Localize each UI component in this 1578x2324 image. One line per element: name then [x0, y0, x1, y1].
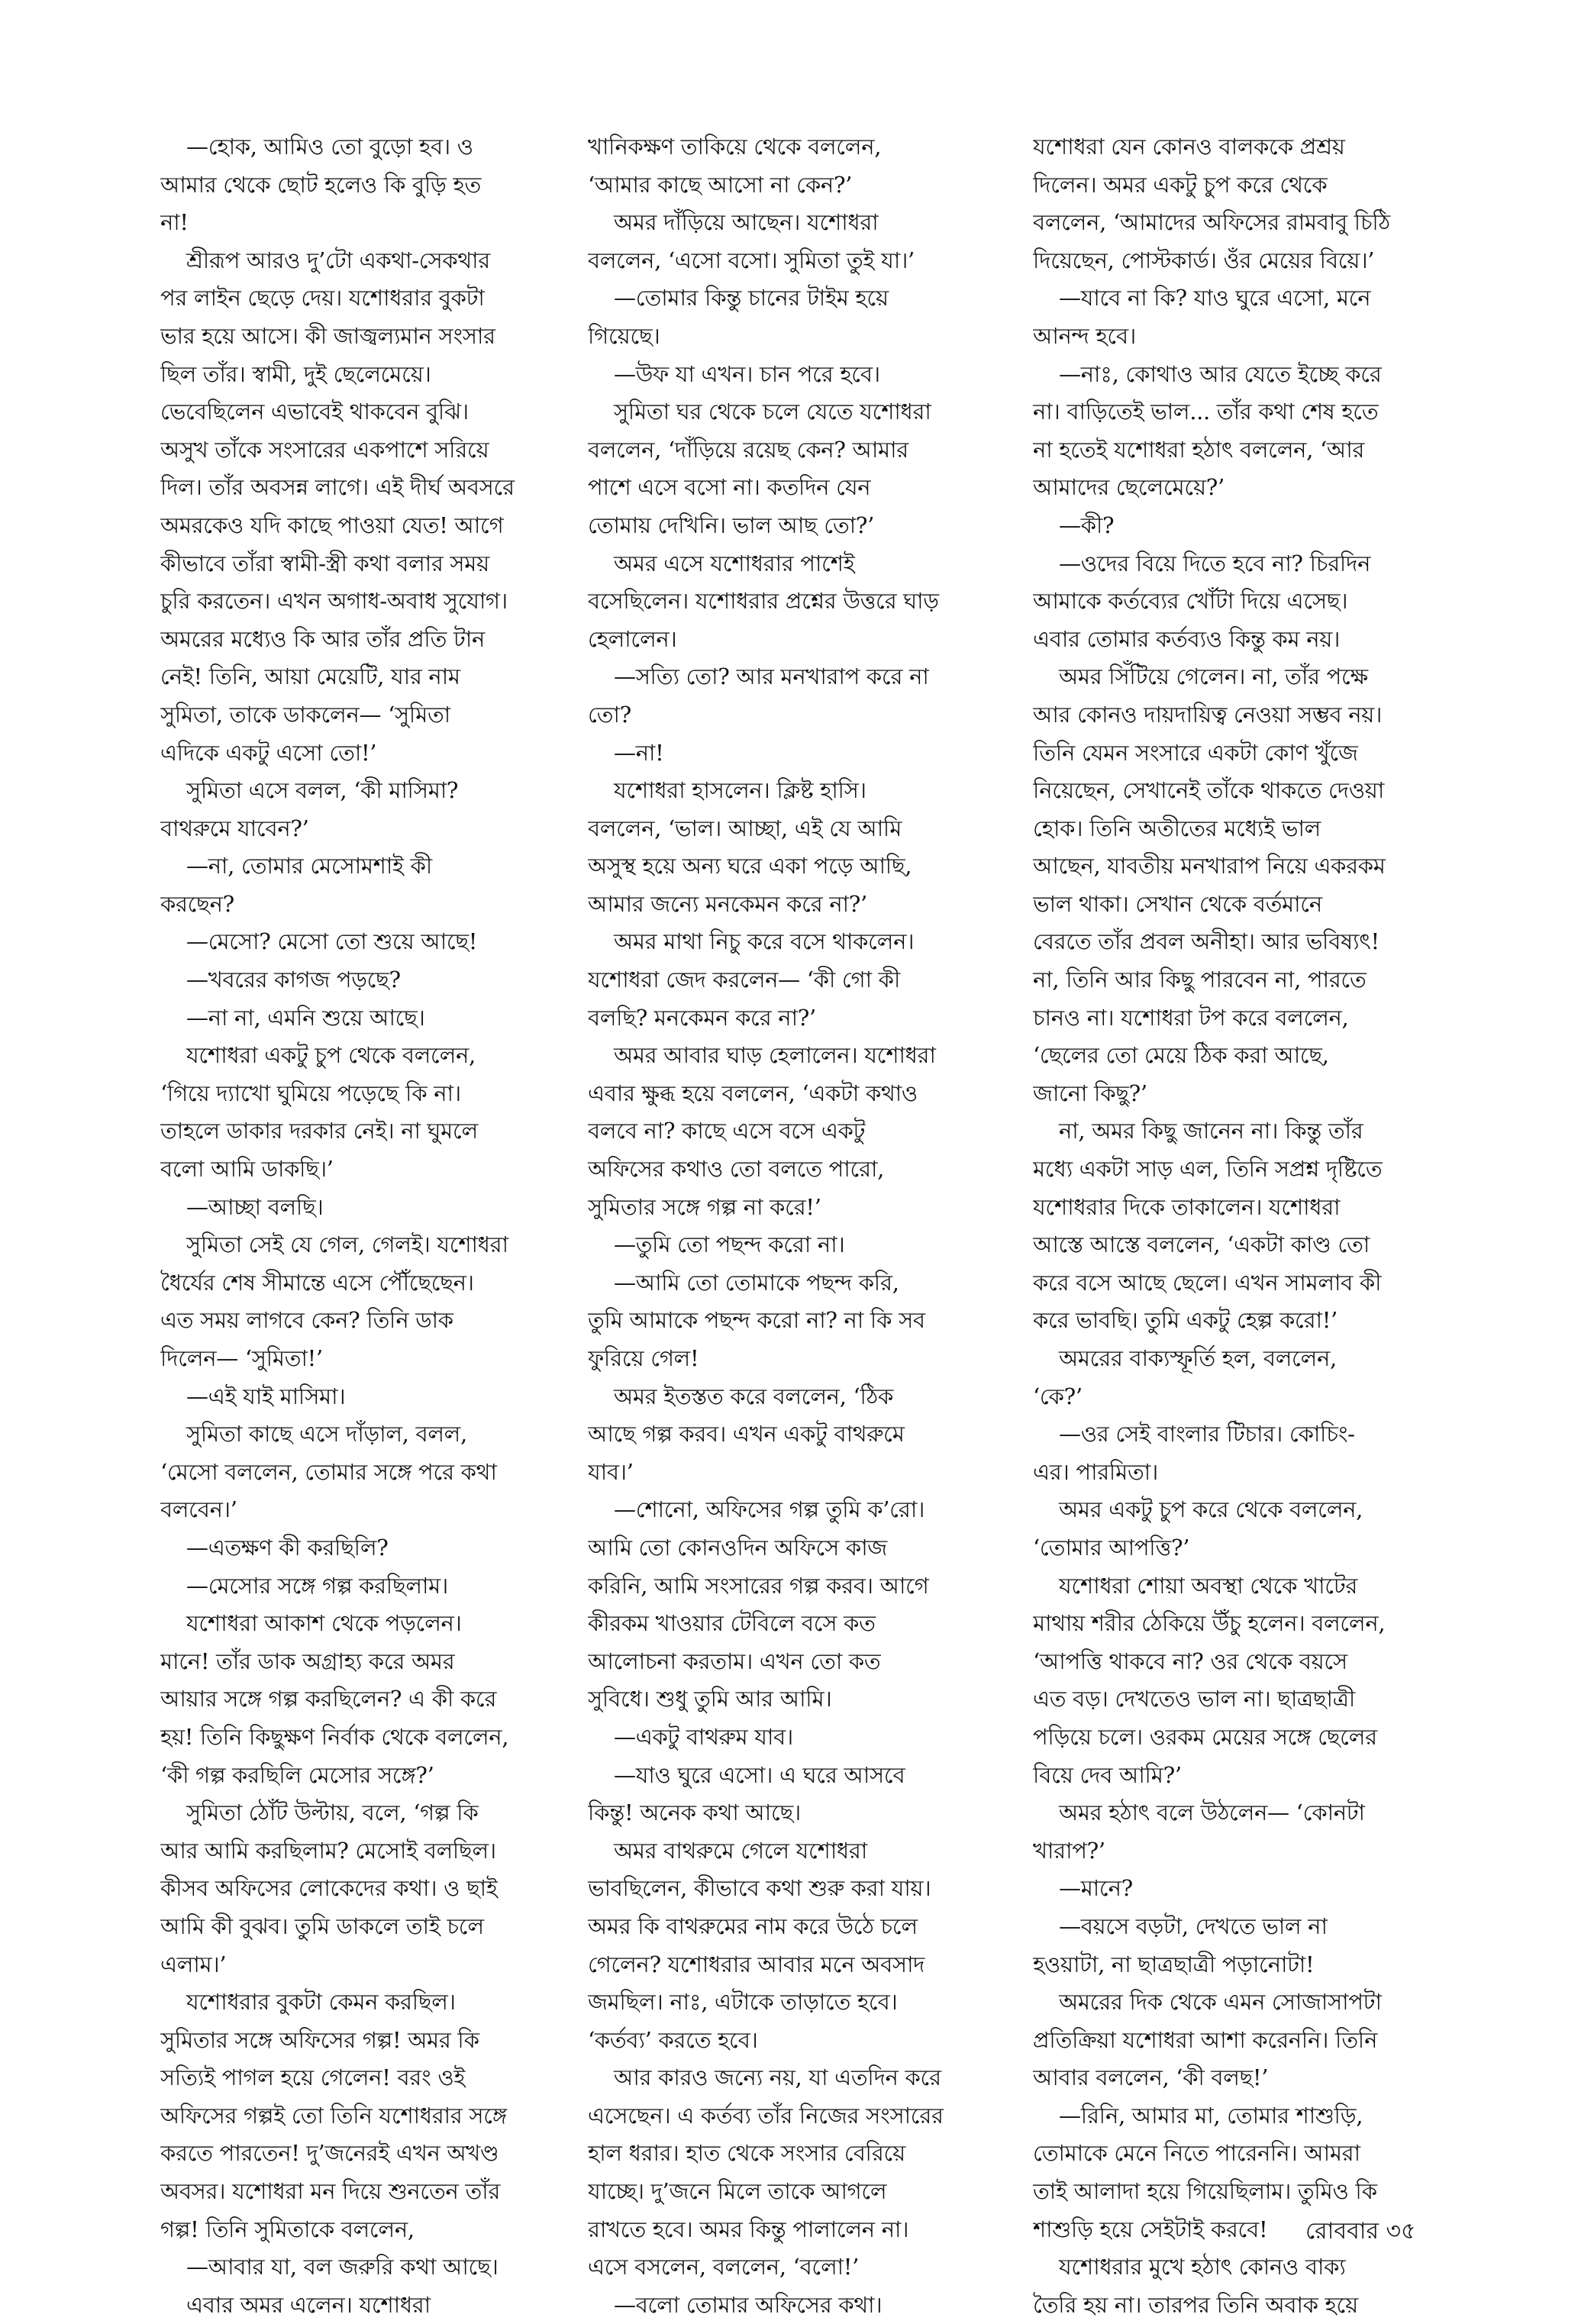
text-line: খানিকক্ষণ তাকিয়ে থেকে বললেন, — [588, 134, 882, 160]
text-line: —আবার যা, বল জরুরি কথা আছে। — [186, 2254, 499, 2280]
text-line: মাথায় শরীর ঠেকিয়ে উঁচু হলেন। বললেন, — [1033, 1610, 1386, 1637]
text-line: হাল ধরার। হাত থেকে সংসার বেরিয়ে — [588, 2140, 905, 2167]
text-line: অমর মাথা নিচু করে বসে থাকলেন। — [614, 928, 915, 955]
text-line: তিনি যেমন সংসারে একটা কোণ খুঁজে — [1033, 739, 1358, 766]
text-line: অমর আবার ঘাড় হেলালেন। যশোধরা — [614, 1042, 936, 1069]
text-line: আয়ার সঙ্গে গল্প করছিলেন? এ কী করে — [160, 1686, 497, 1712]
text-line: খারাপ?’ — [1033, 1837, 1105, 1864]
text-line: বলবে না? কাছে এসে বসে একটু — [588, 1118, 866, 1144]
text-line: —ওদের বিয়ে দিতে হবে না? চিরদিন — [1059, 550, 1371, 576]
text-line: ‘মেসো বললেন, তোমার সঙ্গে পরে কথা — [160, 1458, 497, 1485]
text-line: শ্রীরূপ আরও দু’টো একথা-সেকথার — [186, 247, 490, 273]
text-line: বললেন, ‘দাঁড়িয়ে রয়েছ কেন? আমার — [588, 436, 908, 463]
text-line: সুমিতা কাছে এসে দাঁড়াল, বলল, — [186, 1421, 467, 1448]
text-line: পাশে এসে বসো না। কতদিন যেন — [588, 474, 871, 501]
text-line: গেলেন? যশোধরার আবার মনে অবসাদ — [588, 1951, 925, 1977]
text-line: —খবরের কাগজ পড়ছে? — [186, 967, 401, 993]
text-line: করে ভাবছি। তুমি একটু হেল্প করো!’ — [1033, 1307, 1338, 1334]
text-line: অমর দাঁড়িয়ে আছেন। যশোধরা — [614, 209, 879, 236]
text-column-2 — [588, 128, 985, 2324]
text-line: সুমিতা ঘর থেকে চলে যেতে যশোধরা — [614, 399, 931, 425]
text-line: অমরের দিক থেকে এমন সোজাসাপটা — [1059, 1989, 1382, 2016]
text-line: আর আমি করছিলাম? মেসোই বলছিল। — [160, 1837, 496, 1864]
text-line: বসেছিলেন। যশোধরার প্রশ্নের উত্তরে ঘাড় — [588, 588, 939, 615]
text-line: বলছি? মনকেমন করে না?’ — [588, 1004, 816, 1031]
text-line: কীরকম খাওয়ার টেবিলে বসে কত — [588, 1610, 876, 1637]
text-line: ভাবছিলেন, কীভাবে কথা শুরু করা যায়। — [588, 1875, 931, 1902]
text-line: এবার ক্ষুব্ধ হয়ে বললেন, ‘একটা কথাও — [588, 1080, 918, 1106]
text-line: আমার থেকে ছোট হলেও কি বুড়ি হত — [160, 171, 481, 198]
text-line: —রিনি, আমার মা, তোমার শাশুড়ি, — [1059, 2102, 1363, 2129]
text-line: অমরকেও যদি কাছে পাওয়া যেত! আগে — [160, 512, 504, 538]
text-line: অসুখ তাঁকে সংসারের একপাশে সরিয়ে — [160, 436, 489, 463]
text-line: সুমিতা সেই যে গেল, গেলই। যশোধরা — [186, 1231, 508, 1258]
text-line: হেলালেন। — [588, 625, 677, 652]
text-line: দিলেন— ‘সুমিতা!’ — [160, 1345, 323, 1371]
text-line: আমি কী বুঝব। তুমি ডাকলে তাই চলে — [160, 1912, 484, 1939]
text-line: —কী? — [1059, 512, 1115, 538]
text-line: —বয়সে বড়টা, দেখতে ভাল না — [1059, 1912, 1328, 1939]
text-line: না! — [160, 209, 189, 236]
text-line: —ওর সেই বাংলার টিচার। কোচিং- — [1059, 1421, 1355, 1448]
text-line: তাই আলাদা হয়ে গিয়েছিলাম। তুমিও কি — [1033, 2178, 1377, 2205]
text-line: আলোচনা করতাম। এখন তো কত — [588, 1648, 881, 1674]
text-line: গল্প! তিনি সুমিতাকে বললেন, — [160, 2216, 415, 2242]
text-line: —মেসো? মেসো তো শুয়ে আছে! — [186, 928, 478, 955]
text-line: সত্যিই পাগল হয়ে গেলেন! বরং ওই — [160, 2064, 466, 2091]
text-line: দিল। তাঁর অবসন্ন লাগে। এই দীর্ঘ অবসরে — [160, 474, 515, 501]
text-line: অমরের মধ্যেও কি আর তাঁর প্রতি টান — [160, 625, 485, 652]
text-line: —হোক, আমিও তো বুড়ো হব। ও — [186, 134, 473, 160]
text-line: তোমাকে মেনে নিতে পারেননি। আমরা — [1033, 2140, 1360, 2167]
text-line: অবসর। যশোধরা মন দিয়ে শুনতেন তাঁর — [160, 2178, 500, 2205]
text-line: —এই যাই মাসিমা। — [186, 1383, 346, 1409]
text-line: —তোমার কিন্তু চানের টাইম হয়ে — [614, 285, 889, 311]
text-line: ধৈর্যের শেষ সীমান্তে এসে পৌঁছেছেন। — [160, 1269, 474, 1296]
text-line: অসুস্থ হয়ে অন্য ঘরে একা পড়ে আছি, — [588, 853, 912, 880]
text-line: যাব।’ — [588, 1458, 634, 1485]
text-line: পড়িয়ে চলে। ওরকম মেয়ের সঙ্গে ছেলের — [1033, 1723, 1377, 1750]
text-line: আর কোনও দায়দায়িত্ব নেওয়া সম্ভব নয়। — [1033, 701, 1383, 728]
text-line: ‘আপত্তি থাকবে না? ওর থেকে বয়সে — [1033, 1648, 1347, 1674]
text-line: —মেসোর সঙ্গে গল্প করছিলাম। — [186, 1572, 448, 1599]
text-line: নেই! তিনি, আয়া মেয়েটি, যার নাম — [160, 663, 460, 690]
text-column-1 — [160, 128, 557, 2324]
text-line: ‘গিয়ে দ্যাখো ঘুমিয়ে পড়েছে কি না। — [160, 1080, 461, 1106]
text-line: মধ্যে একটা সাড় এল, তিনি সপ্রশ্ন দৃষ্টিতে — [1033, 1156, 1383, 1183]
text-line: বেরতে তাঁর প্রবল অনীহা। আর ভবিষ্যৎ! — [1033, 928, 1380, 955]
text-line: —যাবে না কি? যাও ঘুরে এসো, মনে — [1059, 285, 1371, 311]
text-line: হয়! তিনি কিছুক্ষণ নির্বাক থেকে বললেন, — [160, 1723, 509, 1750]
text-line: কিন্তু! অনেক কথা আছে। — [588, 1799, 801, 1826]
text-line: এবার অমর এলেন। যশোধরা — [186, 2291, 431, 2318]
text-line: অফিসের গল্পই তো তিনি যশোধরার সঙ্গে — [160, 2102, 507, 2129]
text-line: বাথরুমে যাবেন?’ — [160, 815, 309, 841]
text-line: চুরি করতেন। এখন অগাধ-অবাধ সুযোগ। — [160, 588, 508, 615]
text-line: যশোধরা যেন কোনও বালককে প্রশ্রয় — [1033, 134, 1345, 160]
text-line: ‘কে?’ — [1033, 1383, 1083, 1409]
text-line: অমর একটু চুপ করে থেকে বললেন, — [1059, 1496, 1363, 1523]
text-line: —আচ্ছা বলছি। — [186, 1193, 324, 1220]
text-line: আমি তো কোনওদিন অফিসে কাজ — [588, 1534, 887, 1561]
text-line: এসে বসলেন, বললেন, ‘বলো!’ — [588, 2254, 860, 2280]
text-line: করছেন? — [160, 890, 234, 917]
text-line: তৈরি হয় না। তারপর তিনি অবাক হয়ে — [1033, 2291, 1358, 2318]
text-line: আমাদের ছেলেমেয়ে?’ — [1033, 474, 1225, 501]
text-line: যশোধরার দিকে তাকালেন। যশোধরা — [1033, 1193, 1341, 1220]
text-line: অফিসের কথাও তো বলতে পারো, — [588, 1156, 885, 1183]
page-number-label: রোববার ৩৫ — [1305, 2218, 1416, 2245]
text-line: বললেন, ‘আমাদের অফিসের রামবাবু চিঠি — [1033, 209, 1390, 236]
text-line: সুমিতা ঠোঁট উল্টায়, বলে, ‘গল্প কি — [186, 1799, 479, 1826]
text-line: মানে! তাঁর ডাক অগ্রাহ্য করে অমর — [160, 1648, 455, 1674]
text-line: পর লাইন ছেড়ে দেয়। যশোধরার বুকটা — [160, 285, 485, 311]
text-line: আর কারও জন্যে নয়, যা এতদিন করে — [614, 2064, 941, 2091]
text-line: অমর হঠাৎ বলে উঠলেন— ‘কোনটা — [1059, 1799, 1365, 1826]
text-line: বললেন, ‘এসো বসো। সুমিতা তুই যা।’ — [588, 247, 915, 273]
text-line: —একটু বাথরুম যাব। — [614, 1723, 793, 1750]
text-line: দিয়েছেন, পোস্টকার্ড। ওঁর মেয়ের বিয়ে।’ — [1033, 247, 1375, 273]
text-line: ছিল তাঁর। স্বামী, দুই ছেলেমেয়ে। — [160, 360, 431, 387]
text-line: —যাও ঘুরে এসো। এ ঘরে আসবে — [614, 1761, 905, 1788]
text-line: —তুমি তো পছন্দ করো না। — [614, 1231, 845, 1258]
text-line: এলাম।’ — [160, 1951, 227, 1977]
text-line: না। বাড়িতেই ভাল... তাঁর কথা শেষ হতে — [1033, 399, 1379, 425]
text-line: অমরের বাক্যস্ফূর্তি হল, বললেন, — [1059, 1345, 1337, 1371]
text-line: —উফ যা এখন। চান পরে হবে। — [614, 360, 880, 387]
text-line: আছেন, যাবতীয় মনখারাপ নিয়ে একরকম — [1033, 853, 1386, 880]
text-line: যশোধরা একটু চুপ থেকে বললেন, — [186, 1042, 476, 1069]
text-line: ‘কর্তব্য’ করতে হবে। — [588, 2026, 758, 2053]
text-line: —না, তোমার মেসোমশাই কী — [186, 853, 432, 880]
text-line: তুমি আমাকে পছন্দ করো না? না কি সব — [588, 1307, 925, 1334]
text-line: আবার বললেন, ‘কী বলছ!’ — [1033, 2064, 1269, 2091]
text-line: —নাঃ, কোথাও আর যেতে ইচ্ছে করে — [1059, 360, 1382, 387]
text-line: ‘তোমার আপত্তি?’ — [1033, 1534, 1190, 1561]
text-line: এদিকে একটু এসো তো!’ — [160, 739, 377, 766]
text-line: সুমিতার সঙ্গে গল্প না করে!’ — [588, 1193, 821, 1220]
text-line: হোক। তিনি অতীতের মধ্যেই ভাল — [1033, 815, 1321, 841]
text-line: না, তিনি আর কিছু পারবেন না, পারতে — [1033, 967, 1367, 993]
text-line: ‘ছেলের তো মেয়ে ঠিক করা আছে, — [1033, 1042, 1329, 1069]
text-line: প্রতিক্রিয়া যশোধরা আশা করেননি। তিনি — [1033, 2026, 1378, 2053]
text-line: তো? — [588, 701, 631, 728]
text-line: এত বড়। দেখতেও ভাল না। ছাত্রছাত্রী — [1033, 1686, 1355, 1712]
text-line: ভাল থাকা। সেখান থেকে বর্তমানে — [1033, 890, 1322, 917]
text-line: আমাকে কর্তব্যের খোঁটা দিয়ে এসেছ। — [1033, 588, 1348, 615]
text-line: বিয়ে দেব আমি?’ — [1033, 1761, 1182, 1788]
text-line: যশোধরা আকাশ থেকে পড়লেন। — [186, 1610, 462, 1637]
text-line: গিয়েছে। — [588, 322, 660, 349]
text-line: —বলো তোমার অফিসের কথা। — [614, 2291, 883, 2318]
text-line: না, অমর কিছু জানেন না। কিন্তু তাঁর — [1059, 1118, 1363, 1144]
text-line: ফুরিয়ে গেল! — [588, 1345, 699, 1371]
text-line: করে বসে আছে ছেলে। এখন সামলাব কী — [1033, 1269, 1382, 1296]
text-line: বলবেন।’ — [160, 1496, 237, 1523]
text-line: সুমিতা এসে বলল, ‘কী মাসিমা? — [186, 777, 459, 804]
text-line: —না! — [614, 739, 664, 766]
text-line: কীসব অফিসের লোকেদের কথা। ও ছাই — [160, 1875, 498, 1902]
text-line: অমর বাথরুমে গেলে যশোধরা — [614, 1837, 867, 1864]
text-line: ‘কী গল্প করছিলি মেসোর সঙ্গে?’ — [160, 1761, 434, 1788]
text-line: ভেবেছিলেন এভাবেই থাকবেন বুঝি। — [160, 399, 469, 425]
text-line: ‘আমার কাছে আসো না কেন?’ — [588, 171, 853, 198]
text-line: বললেন, ‘ভাল। আচ্ছা, এই যে আমি — [588, 815, 902, 841]
text-line: করিনি, আমি সংসারের গল্প করব। আগে — [588, 1572, 929, 1599]
text-line: নিয়েছেন, সেখানেই তাঁকে থাকতে দেওয়া — [1033, 777, 1384, 804]
text-line: এর। পারমিতা। — [1033, 1458, 1158, 1485]
text-line: আছে গল্প করব। এখন একটু বাথরুমে — [588, 1421, 905, 1448]
text-line: যাচ্ছে। দু’জনে মিলে তাকে আগলে — [588, 2178, 887, 2205]
text-line: এসেছেন। এ কর্তব্য তাঁর নিজের সংসারের — [588, 2102, 944, 2129]
text-line: আস্তে আস্তে বললেন, ‘একটা কাণ্ড তো — [1033, 1231, 1370, 1258]
text-line: এবার তোমার কর্তব্যও কিন্তু কম নয়। — [1033, 625, 1341, 652]
text-line: —আমি তো তোমাকে পছন্দ করি, — [614, 1269, 899, 1296]
page-footer — [1305, 2213, 1415, 2251]
text-line: অমর ইতস্তত করে বললেন, ‘ঠিক — [614, 1383, 893, 1409]
text-line: শাশুড়ি হয়ে সেইটাই করবে! — [1033, 2216, 1268, 2242]
text-line: যশোধরা শোয়া অবস্থা থেকে খাটের — [1059, 1572, 1358, 1599]
text-line: আমার জন্যে মনকেমন করে না?’ — [588, 890, 867, 917]
text-line: অমর কি বাথরুমের নাম করে উঠে চলে — [588, 1912, 918, 1939]
text-line: যশোধরার মুখে হঠাৎ কোনও বাক্য — [1059, 2254, 1346, 2280]
text-line: তোমায় দেখিনি। ভাল আছ তো?’ — [588, 512, 875, 538]
text-line: ভার হয়ে আসে। কী জাজ্বল্যমান সংসার — [160, 322, 495, 349]
text-line: যশোধরার বুকটা কেমন করছিল। — [186, 1989, 456, 2016]
text-line: অমর সিঁটিয়ে গেলেন। না, তাঁর পক্ষে — [1059, 663, 1368, 690]
text-line: —না না, এমনি শুয়ে আছে। — [186, 1004, 425, 1031]
text-line: বলো আমি ডাকছি।’ — [160, 1156, 334, 1183]
text-line: —সত্যি তো? আর মনখারাপ করে না — [614, 663, 929, 690]
text-line: সুমিতার সঙ্গে অফিসের গল্প! অমর কি — [160, 2026, 479, 2053]
text-line: —শোনো, অফিসের গল্প তুমি ক’রো। — [614, 1496, 925, 1523]
text-line: চানও না। যশোধরা টপ করে বললেন, — [1033, 1004, 1349, 1031]
text-line: —এতক্ষণ কী করছিলি? — [186, 1534, 389, 1561]
text-line: তাহলে ডাকার দরকার নেই। না ঘুমলে — [160, 1118, 478, 1144]
text-line: হওয়াটা, না ছাত্রছাত্রী পড়ানোটা! — [1033, 1951, 1315, 1977]
text-line: করতে পারতেন! দু’জনেরই এখন অখণ্ড — [160, 2140, 499, 2167]
text-line: রাখতে হবে। অমর কিন্তু পালালেন না। — [588, 2216, 909, 2242]
text-line: দিলেন। অমর একটু চুপ করে থেকে — [1033, 171, 1328, 198]
text-line: সুবিধে। শুধু তুমি আর আমি। — [588, 1686, 832, 1712]
text-column-3 — [1033, 128, 1430, 2324]
text-line: কীভাবে তাঁরা স্বামী-স্ত্রী কথা বলার সময় — [160, 550, 489, 576]
text-line: না হতেই যশোধরা হঠাৎ বললেন, ‘আর — [1033, 436, 1365, 463]
text-line: যশোধরা হাসলেন। ক্লিষ্ট হাসি। — [614, 777, 866, 804]
text-line: সুমিতা, তাকে ডাকলেন— ‘সুমিতা — [160, 701, 450, 728]
text-line: জানো কিছু?’ — [1033, 1080, 1147, 1106]
text-line: যশোধরা জেদ করলেন— ‘কী গো কী — [588, 967, 900, 993]
text-line: আনন্দ হবে। — [1033, 322, 1136, 349]
text-line: এত সময় লাগবে কেন? তিনি ডাক — [160, 1307, 453, 1334]
text-line: —মানে? — [1059, 1875, 1133, 1902]
text-line: অমর এসে যশোধরার পাশেই — [614, 550, 855, 576]
text-line: জমছিল। নাঃ, এটাকে তাড়াতে হবে। — [588, 1989, 898, 2016]
